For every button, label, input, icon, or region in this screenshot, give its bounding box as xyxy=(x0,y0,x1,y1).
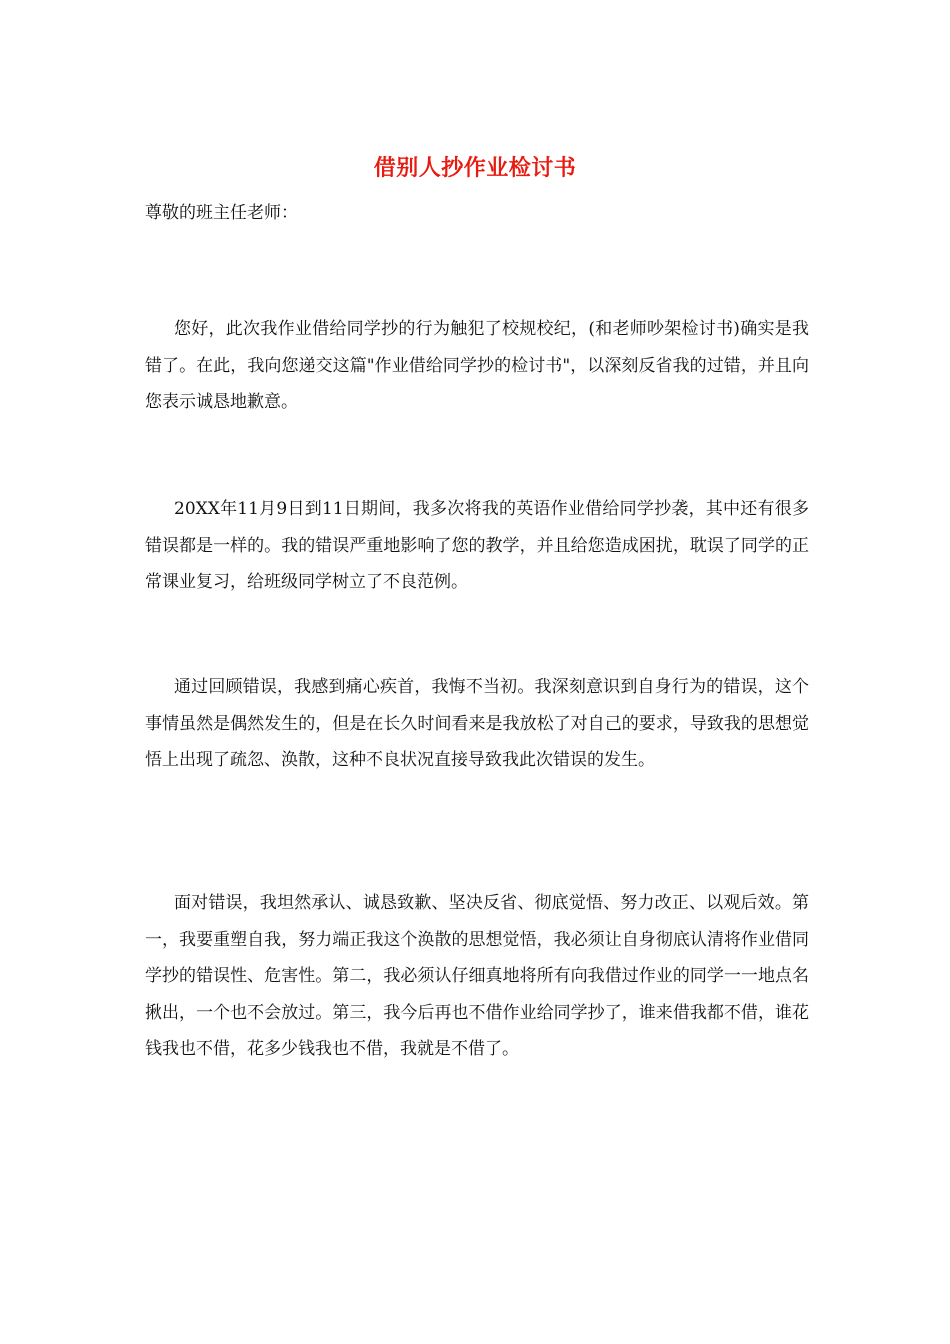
salutation: 尊敬的班主任老师： xyxy=(145,203,298,223)
paragraph-2: 20XX年11月9日到11日期间，我多次将我的英语作业借给同学抄袭，其中还有很多错误都是一样的。我的错误严重地影响了您的教学，并且给您造成困扰，耽误了同学的正常课业复习，给班级同学树立了不良范例。 xyxy=(145,499,809,592)
paragraph-4: 面对错误，我坦然承认、诚恳致歉、坚决反省、彻底觉悟、努力改正、以观后效。第一，我要重塑自我，努力端正我这个涣散的思想觉悟，我必须让自身彻底认清将作业借同学抄的错误性、危害性。第二，我必须认仔细真地将所有向我借过作业的同学一一地点名揪出，一个也不会放过。第三，我今后再也不借作业给同学抄了，谁来借我都不借，谁花钱我也不借，花多少钱我也不借，我就是不借了。 xyxy=(145,893,809,1059)
paragraph-3: 通过回顾错误，我感到痛心疾首，我悔不当初。我深刻意识到自身行为的错误，这个事情虽然是偶然发生的，但是在长久时间看来是我放松了对自己的要求，导致我的思想觉悟上出现了疏忽、涣散，这种不良状况直接导致我此次错误的发生。 xyxy=(145,677,809,770)
paragraph-1: 您好，此次我作业借给同学抄的行为触犯了校规校纪，(和老师吵架检讨书)确实是我错了。在此，我向您递交这篇"作业借给同学抄的检讨书"，以深刻反省我的过错，并且向您表示诚恳地歉意。 xyxy=(145,319,809,412)
document-title: 借别人抄作业检讨书 xyxy=(373,155,577,181)
